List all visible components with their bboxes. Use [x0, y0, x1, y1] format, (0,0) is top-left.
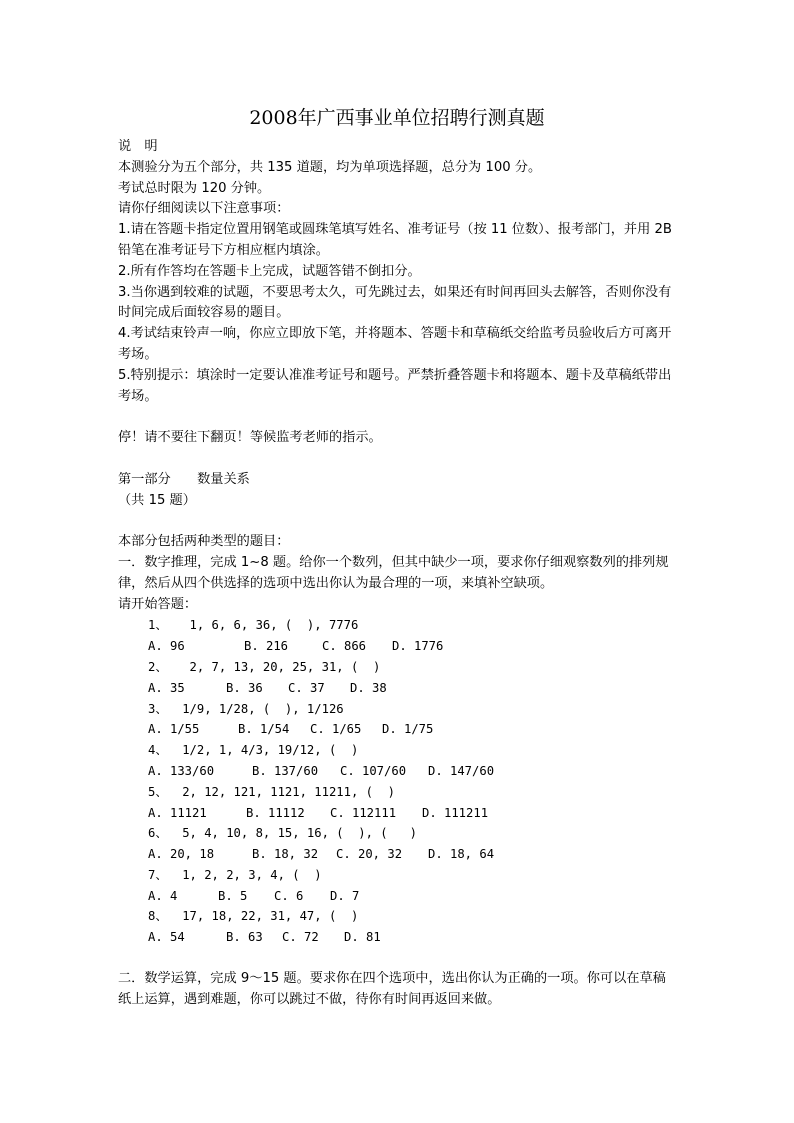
- question-options: [118, 844, 678, 865]
- option-b: B. 216: [244, 639, 289, 654]
- spacer: [118, 407, 678, 428]
- question-stem: 8、 17, 18, 22, 31, 47, ( ): [148, 909, 359, 924]
- question-options: [118, 636, 678, 657]
- question-options: [118, 927, 678, 948]
- option-b: B. 36: [226, 680, 263, 695]
- section-intro: 本部分包括两种类型的题目：: [118, 534, 290, 550]
- question-stem: 3、 1/9, 1/28, ( ), 1/126: [148, 701, 344, 716]
- option-d: D. 81: [344, 930, 381, 945]
- note-item: 1.请在答题卡指定位置用钢笔或圆珠笔填写姓名、准考证号（按 11 位数）、报考部门，并用 2B 铅笔在准考证号下方相应框内填涂。: [118, 222, 677, 258]
- option-c: C. 112111: [330, 805, 397, 820]
- option-a: A. 54: [148, 930, 185, 945]
- question-options: [118, 719, 678, 740]
- question-1: [118, 615, 678, 657]
- question-stem: 1、 1, 6, 6, 36, ( ), 7776: [148, 618, 359, 633]
- stop-notice: 停！请不要往下翻页！等候监考老师的指示。: [118, 430, 382, 446]
- question-3: [118, 699, 678, 741]
- question-list: [118, 615, 678, 948]
- option-a: A. 11121: [148, 805, 207, 820]
- question-stem: 2、 2, 7, 13, 20, 25, 31, ( ): [148, 659, 381, 674]
- option-d: D. 147/60: [428, 763, 495, 778]
- question-2: [118, 657, 678, 699]
- question-5: [118, 782, 678, 824]
- option-c: C. 20, 32: [336, 847, 403, 862]
- option-c: C. 107/60: [340, 763, 407, 778]
- option-c: C. 72: [282, 930, 319, 945]
- option-b: B. 11112: [246, 805, 305, 820]
- option-a: A. 4: [148, 888, 178, 903]
- option-a: A. 1/55: [148, 722, 200, 737]
- option-b: B. 63: [226, 930, 263, 945]
- type1-description: 一．数字推理，完成 1~8 题。给你一个数列，但其中缺少一项，要求你仔细观察数列的排列规律，然后从四个供选择的选项中选出你认为最合理的一项，来填补空缺项。: [118, 554, 669, 591]
- note-item: 3.当你遇到较难的试题，不要思考太久，可先跳过去，如果还有时间再回头去解答，否则你没有时间完成后面较容易的题目。: [118, 284, 672, 321]
- question-options: [118, 886, 678, 907]
- instruction-line: 考试总时限为 120 分钟。: [118, 180, 271, 196]
- instruction-line: 本测验分为五个部分，共 135 道题，均为单项选择题，总分为 100 分。: [118, 159, 542, 175]
- option-a: A. 35: [148, 680, 185, 695]
- option-d: D. 18, 64: [428, 847, 495, 862]
- question-6: [118, 823, 678, 865]
- question-options: [118, 678, 678, 699]
- option-d: D. 111211: [422, 805, 489, 820]
- note-item: 5.特别提示：填涂时一定要认准准考证号和题号。严禁折叠答题卡和将题本、题卡及草稿纸带出考场。: [118, 367, 672, 404]
- option-c: C. 866: [322, 639, 367, 654]
- spacer: [118, 511, 678, 532]
- option-a: A. 133/60: [148, 763, 215, 778]
- question-stem: 5、 2, 12, 121, 1121, 11211, ( ): [148, 784, 395, 799]
- option-b: B. 5: [218, 888, 248, 903]
- option-d: D. 1/75: [382, 722, 434, 737]
- question-stem: 6、 5, 4, 10, 8, 15, 16, ( ), ( ): [148, 826, 417, 841]
- option-c: C. 37: [288, 680, 325, 695]
- instructions-heading: 说 明: [118, 139, 158, 154]
- question-options: [118, 803, 678, 824]
- instruction-line: 请你仔细阅读以下注意事项：: [118, 201, 290, 217]
- option-d: D. 1776: [392, 639, 444, 654]
- option-a: A. 20, 18: [148, 847, 215, 862]
- option-c: C. 6: [274, 888, 304, 903]
- option-c: C. 1/65: [310, 722, 362, 737]
- note-item: 4.考试结束铃声一响，你应立即放下笔，并将题本、答题卡和草稿纸交给监考员验收后方可离开考场。: [118, 326, 672, 362]
- start-prompt: 请开始答题：: [118, 596, 198, 612]
- type2-description: 二．数学运算，完成 9～15 题。要求你在四个选项中，选出你认为正确的一项。你可以在草稿纸上运算，遇到难题，你可以跳过不做，待你有时间再返回来做。: [118, 970, 666, 1007]
- document-title: 2008年广西事业单位招聘行测真题: [249, 107, 545, 129]
- spacer: [118, 948, 678, 969]
- question-7: [118, 865, 678, 907]
- option-d: D. 38: [350, 680, 387, 695]
- option-b: B. 1/54: [238, 722, 290, 737]
- question-options: [118, 761, 678, 782]
- option-a: A. 96: [148, 639, 185, 654]
- spacer: [118, 449, 678, 470]
- document-body: [118, 137, 678, 1010]
- option-b: B. 18, 32: [252, 847, 319, 862]
- question-8: [118, 906, 678, 948]
- question-stem: 7、 1, 2, 2, 3, 4, ( ): [148, 867, 322, 882]
- option-b: B. 137/60: [252, 763, 319, 778]
- section-count: （共 15 题）: [118, 492, 196, 508]
- question-stem: 4、 1/2, 1, 4/3, 19/12, ( ): [148, 743, 359, 758]
- note-item: 2.所有作答均在答题卡上完成，试题答错不倒扣分。: [118, 263, 421, 279]
- option-d: D. 7: [330, 888, 360, 903]
- question-4: [118, 740, 678, 782]
- section-heading: 第一部分 数量关系: [118, 471, 250, 487]
